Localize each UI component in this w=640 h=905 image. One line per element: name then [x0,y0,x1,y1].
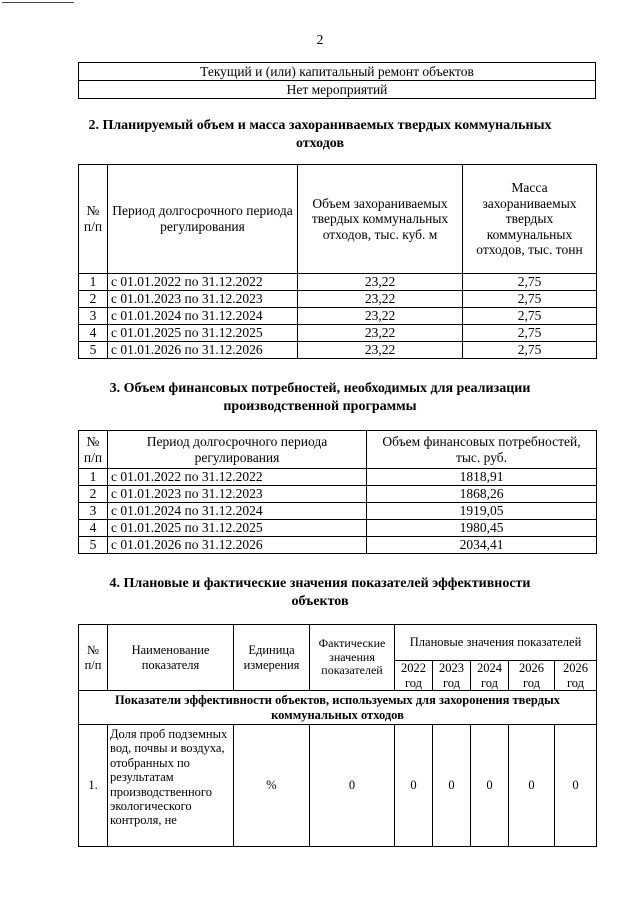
section3-heading-line2: производственной программы [223,399,417,415]
row-mass: 2,75 [463,342,597,359]
row-volume: 23,22 [298,274,463,291]
row-period: с 01.01.2023 по 31.12.2023 [108,291,298,308]
header-finance: Объем финансовых потребностей, тыс. руб. [367,431,597,469]
section4-heading-line1: 4. Плановые и фактические значения показателей эффективности [109,576,531,591]
header-num: № п/п [79,431,108,469]
table-row [79,503,597,520]
header-mass: Масса захораниваемых твердых коммунальных отходов, тыс. тонн [463,165,597,274]
table-row [79,537,597,554]
row-finance: 1980,45 [367,520,597,537]
corner-scan-line [2,2,74,3]
header-period: Период долгосрочного периода регулирования [108,165,298,274]
header-year: 2026 год [555,661,597,691]
row-num: 1 [79,469,108,486]
section3-heading [0,380,640,416]
section2-heading [0,117,640,153]
row-unit: % [234,725,310,847]
row-period: с 01.01.2024 по 31.12.2024 [108,308,298,325]
row-period: с 01.01.2022 по 31.12.2022 [108,469,367,486]
table-header-row [79,431,597,469]
row-value: 0 [395,725,433,847]
header-num: № п/п [79,625,108,691]
table-row [79,725,597,847]
section2-heading-line1: 2. Планируемый объем и масса захораниваемых твердых коммунальных [88,118,552,133]
row-volume: 23,22 [298,342,463,359]
row-mass: 2,75 [463,274,597,291]
repair-status-cell: Нет мероприятий [79,81,596,99]
row-value: 0 [433,725,471,847]
table-row [79,308,597,325]
header-actual: Фактические значения показателей [310,625,395,691]
header-year: 2026 год [509,661,555,691]
table-row [79,342,597,359]
row-period: с 01.01.2022 по 31.12.2022 [108,274,298,291]
header-unit: Единица измерения [234,625,310,691]
row-period: с 01.01.2023 по 31.12.2023 [108,486,367,503]
repair-title-cell: Текущий и (или) капитальный ремонт объектов [79,63,596,81]
row-num: 3 [79,503,108,520]
row-volume: 23,22 [298,291,463,308]
row-mass: 2,75 [463,325,597,342]
row-mass: 2,75 [463,308,597,325]
table-group-row [79,691,597,725]
row-period: с 01.01.2024 по 31.12.2024 [108,503,367,520]
row-mass: 2,75 [463,291,597,308]
row-volume: 23,22 [298,308,463,325]
table-row [79,486,597,503]
row-num: 2 [79,486,108,503]
finance-table [78,430,597,554]
row-num: 3 [79,308,108,325]
row-num: 5 [79,342,108,359]
repair-table [78,62,596,99]
header-num: № п/п [79,165,108,274]
row-num: 2 [79,291,108,308]
row-value: 0 [555,725,597,847]
row-num: 5 [79,537,108,554]
row-period: с 01.01.2026 по 31.12.2026 [108,342,298,359]
group-title: Показатели эффективности объектов, используемых для захоронения твердых коммунальных отходов [79,691,597,725]
row-num: 1. [79,725,108,847]
header-planned: Плановые значения показателей [395,625,597,661]
row-num: 1 [79,274,108,291]
row-value: 0 [509,725,555,847]
table-row [79,325,597,342]
row-period: с 01.01.2025 по 31.12.2025 [108,520,367,537]
section2-heading-line2: отходов [295,136,345,152]
row-finance: 1818,91 [367,469,597,486]
header-indicator-name: Наименование показателя [108,625,234,691]
row-indicator-name: Доля проб подземных вод, почвы и воздуха, отобранных по результатам производственного экологического контроля, не [108,725,234,847]
table-row [79,291,597,308]
waste-volume-table [78,164,597,359]
row-actual: 0 [310,725,395,847]
header-year: 2023 год [433,661,471,691]
header-period: Период долгосрочного периода регулирования [108,431,367,469]
row-finance: 1868,26 [367,486,597,503]
row-num: 4 [79,520,108,537]
efficiency-table [78,624,597,847]
row-period: с 01.01.2026 по 31.12.2026 [108,537,367,554]
row-volume: 23,22 [298,325,463,342]
section3-heading-line1: 3. Объем финансовых потребностей, необходимых для реализации [109,381,531,396]
table-header-row [79,625,597,661]
table-header-row [79,165,597,274]
table-row [79,469,597,486]
header-year: 2022 год [395,661,433,691]
row-finance: 1919,05 [367,503,597,520]
row-value: 0 [471,725,509,847]
row-num: 4 [79,325,108,342]
row-finance: 2034,41 [367,537,597,554]
header-volume: Объем захораниваемых твердых коммунальных отходов, тыс. куб. м [298,165,463,274]
header-year: 2024 год [471,661,509,691]
section4-heading [0,575,640,611]
table-row [79,274,597,291]
page-number: 2 [316,33,324,48]
row-period: с 01.01.2025 по 31.12.2025 [108,325,298,342]
table-row [79,520,597,537]
section4-heading-line2: объектов [291,594,349,610]
